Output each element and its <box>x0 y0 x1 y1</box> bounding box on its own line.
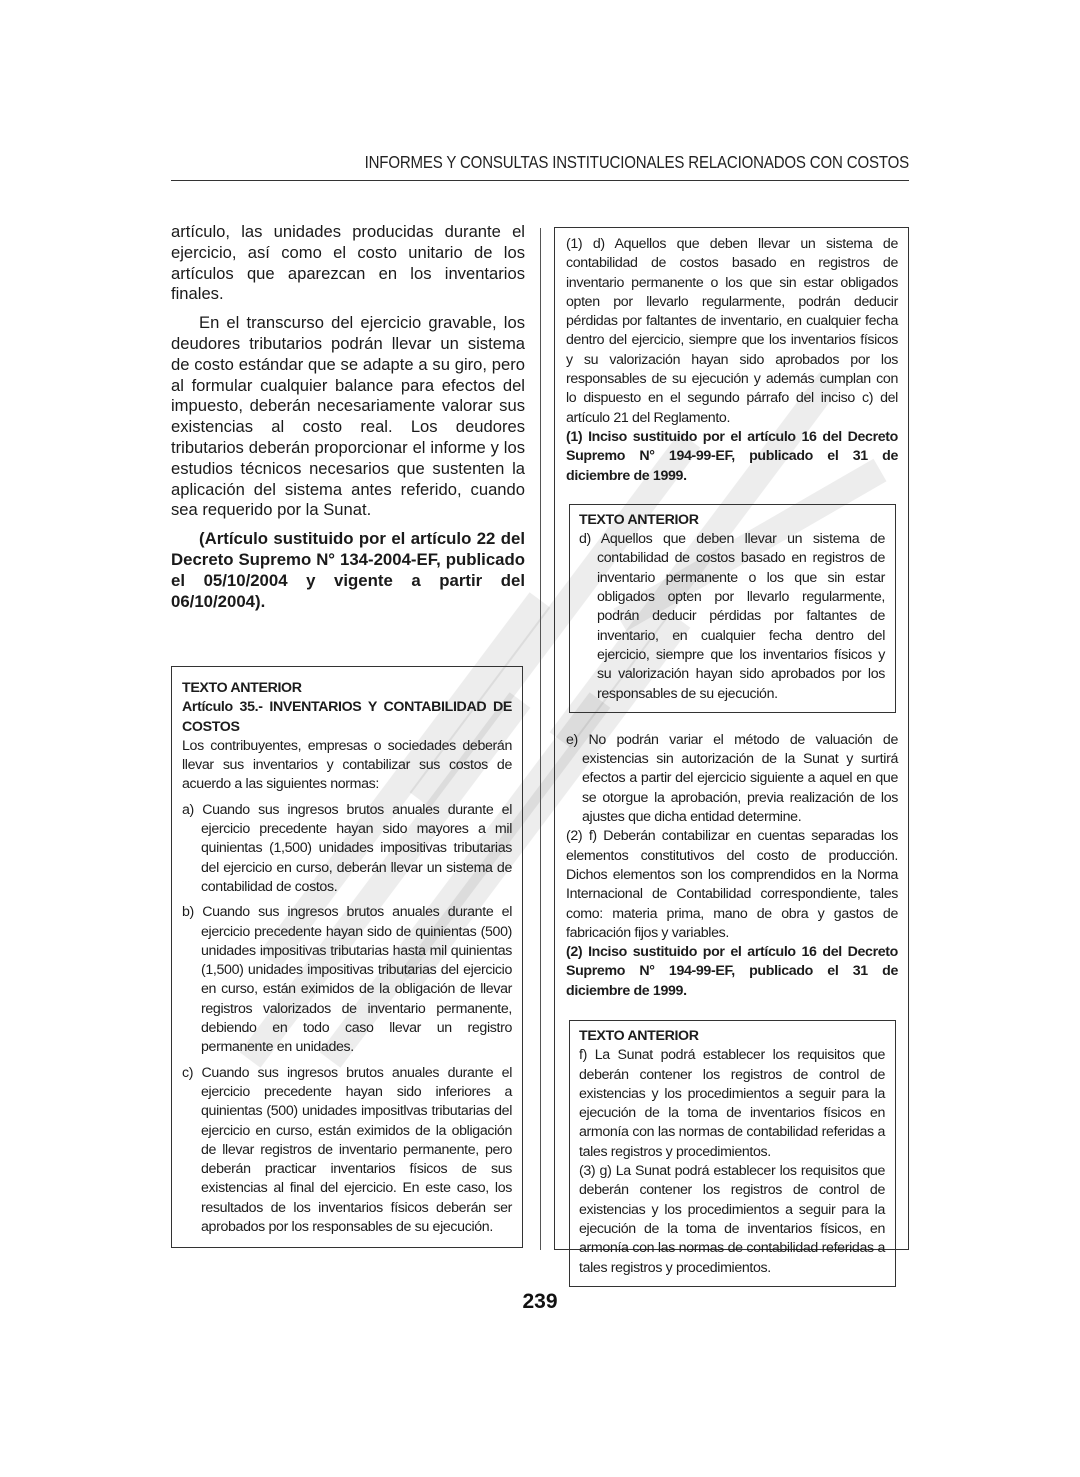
previous-item-f: f) La Sunat podrá establecer los requisitos que deberán contener los registros de control de existencias y los procedimientos a seguir para la ejecución de la toma de inventarios físicos en armonía con las normas de contabilidad referidas a tales registros y procedimientos. <box>579 1047 885 1160</box>
page-number: 239 <box>522 1290 558 1313</box>
body-paragraph: En el transcurso del ejercicio gravable, los deudores tributarios podrán llevar un sistema de costo estándar que se adapte a su giro, pero al formular cualquier balance para efectos del impuesto, deberán necesariamente valorar sus existencias al costo real. Los deudores tributarios deberán proporcionar el informe y los estudios técnicos necesarios que sustenten la aplicación del sistema antes referido, cuando sea requerido por la Sunat. <box>171 313 525 520</box>
previous-text-box-d <box>569 504 896 713</box>
right-column-box <box>554 227 909 1276</box>
body-paragraph: artículo, las unidades producidas durante el ejercicio, así como el costo unitario de los artículos que aparezcan en los inventarios finales. <box>171 222 525 304</box>
item-g: (3) g) La Sunat podrá establecer los requisitos que deberán contener los registros de control de existencias y los procedimientos a seguir para la ejecución de la toma de inventarios físicos, en armonía con las normas de contabilidad referidas a tales registros y procedimientos. <box>579 1163 885 1276</box>
item-f: (2) f) Deberán contabilizar en cuentas separadas los elementos constitutivos del costo de producción. Dichos elementos son los comprendidos en la Norma Internacional de Contabilidad correspondiente, tales como: materia prima, mano de obra y gastos de fabricación fijos y variables. <box>566 828 898 941</box>
box-heading: TEXTO ANTERIOR <box>579 511 699 528</box>
item-e: e) No podrán variar el método de valuación de existencias sin autorización de la Sunat y surtirá efectos a partir del ejercicio siguiente a aquel en que se otorgue la aprobación, previa realización de los ajustes que dicha entidad determine. <box>566 731 898 826</box>
previous-text-box-article-35 <box>171 666 523 1248</box>
footnote-2: (2) Inciso sustituido por el artículo 16 del Decreto Supremo N° 194-99-EF, publicado el 31 de diciembre de 1999. <box>566 944 898 999</box>
list-item-a: a) Cuando sus ingresos brutos anuales durante el ejercicio precedente hayan sido mayores a mil quinientas (1,500) unidades impositivas tributarias del ejercicio en curso, deberán llevar un sistema de contabilidad de costos. <box>182 801 512 895</box>
column-divider <box>540 228 541 1250</box>
footnote-1: (1) Inciso sustituido por el artículo 16 del Decreto Supremo N° 194-99-EF, publicado el 31 de diciembre de 1999. <box>566 428 898 484</box>
box-heading: TEXTO ANTERIOR <box>579 1027 699 1044</box>
left-column <box>171 222 525 620</box>
box-intro: Los contribuyentes, empresas o sociedades deberán llevar sus inventarios y contabilizar sus costos de acuerdo a las siguientes normas: <box>182 737 512 793</box>
amendment-note: (Artículo sustituido por el artículo 22 del Decreto Supremo N° 134-2004-EF, publicado el 05/10/2004 y vigente a partir del 06/10/2004). <box>171 529 525 611</box>
item-d: (1) d) Aquellos que deben llevar un sistema de contabilidad de costos basado en registros de inventario permanente o los que sin estar obligados opten por llevarlo regularmente, podrán deducir pérdidas por faltantes de inventario, en cualquier fecha dentro del ejercicio, siempre que los inventarios físicos y su valorización hayan sido aprobados por los responsables de su ejecución y además cumplan con lo dispuesto en el segundo párrafo del inciso c) del artículo 21 del Reglamento. <box>566 236 898 426</box>
previous-text-box-f <box>569 1020 896 1287</box>
article-title: Artículo 35.- INVENTARIOS Y CONTABILIDAD DE COSTOS <box>182 699 512 735</box>
list-item-c: c) Cuando sus ingresos brutos anuales durante el ejercicio precedente hayan sido inferiores a quinientas (500) unidades impositlvas tributarias del ejercicio en curso, están eximidos de la obligación de llevar registros de inventario permanente, pero deberán practicar inventarios físicos de sus existencias al final del ejercicio. En este caso, los resultados de los inventarios físicos deberán ser aprobados por los responsables de su ejecución. <box>182 1064 512 1236</box>
box-heading: TEXTO ANTERIOR <box>182 680 302 696</box>
running-header: INFORMES Y CONSULTAS INSTITUCIONALES RELACIONADOS CON COSTOS <box>364 152 909 172</box>
list-item-b: b) Cuando sus ingresos brutos anuales durante el ejercicio precedente hayan sido de quinientas (500) unidades impositivas tributarias hasta mil quinientas (1,500) unidades impositivas tributarias del ejercicio en curso, están eximidos de la obligación de llevar registros valorizados de inventario permanente, debiendo en todo caso llevar un registro permanente en unidades. <box>182 904 512 1056</box>
previous-item-d: d) Aquellos que deben llevar un sistema de contabilidad de costos basado en registros de inventario permanente o los que sin estar obligados opten por llevarlo regularmente, podrán deducir pérdidas por faltantes de inventario, en cualquier fecha dentro del ejercicio, siempre que los inventarios físicos y su valorización hayan sido aprobados por los responsables de su ejecución. <box>579 531 885 702</box>
header-rule <box>171 180 909 181</box>
